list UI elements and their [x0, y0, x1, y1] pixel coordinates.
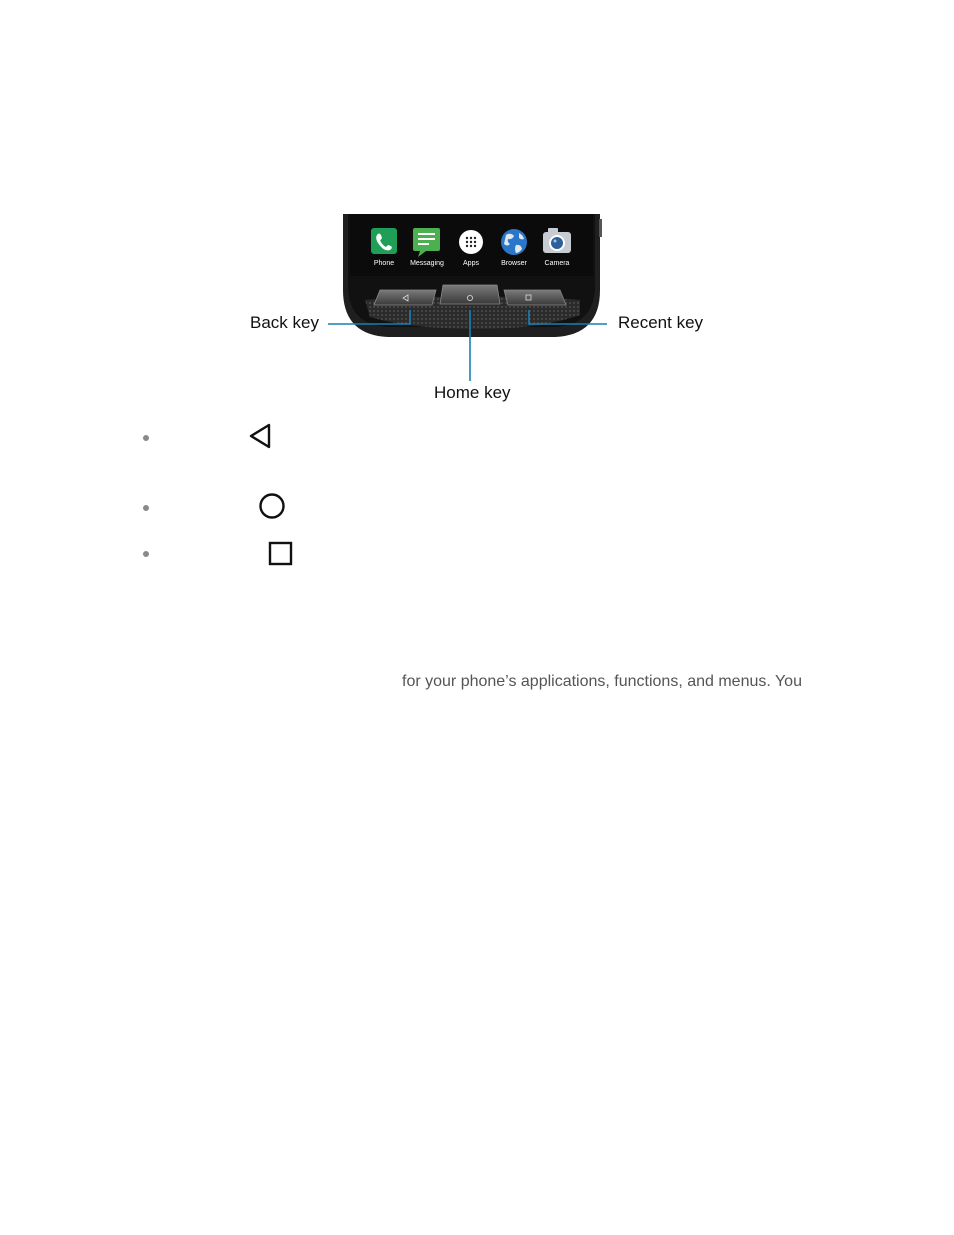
hardware-home-key[interactable] [440, 285, 500, 304]
app-label-camera: Camera [544, 260, 570, 267]
app-label-browser: Browser [501, 260, 527, 267]
callout-recent-key-label: Recent key [618, 313, 704, 332]
bullet-dot [143, 435, 149, 441]
home-circle-icon [258, 492, 286, 520]
recent-square-icon [268, 541, 294, 567]
bullet-dot [143, 551, 149, 557]
app-label-messaging: Messaging [410, 260, 444, 267]
app-phone-icon[interactable] [371, 228, 397, 254]
back-triangle-icon [248, 422, 274, 450]
bullet-item-home [140, 488, 440, 528]
app-label-apps: Apps [463, 260, 479, 267]
phone-navigation-figure [240, 205, 720, 410]
callout-back-key-label: Back key [250, 313, 319, 332]
app-browser-globe-icon[interactable] [501, 229, 527, 255]
body-paragraph: for your phone’s applications, functions, and menus. You [402, 673, 802, 690]
callout-home-key-label: Home key [434, 383, 511, 402]
app-label-phone: Phone [373, 260, 395, 267]
bullet-item-recent [140, 536, 440, 576]
hardware-recent-key[interactable] [504, 290, 566, 305]
app-apps-grid-icon[interactable] [459, 230, 483, 254]
bullet-item-back [140, 418, 440, 458]
hardware-back-key[interactable] [374, 290, 436, 305]
bullet-dot [143, 505, 149, 511]
